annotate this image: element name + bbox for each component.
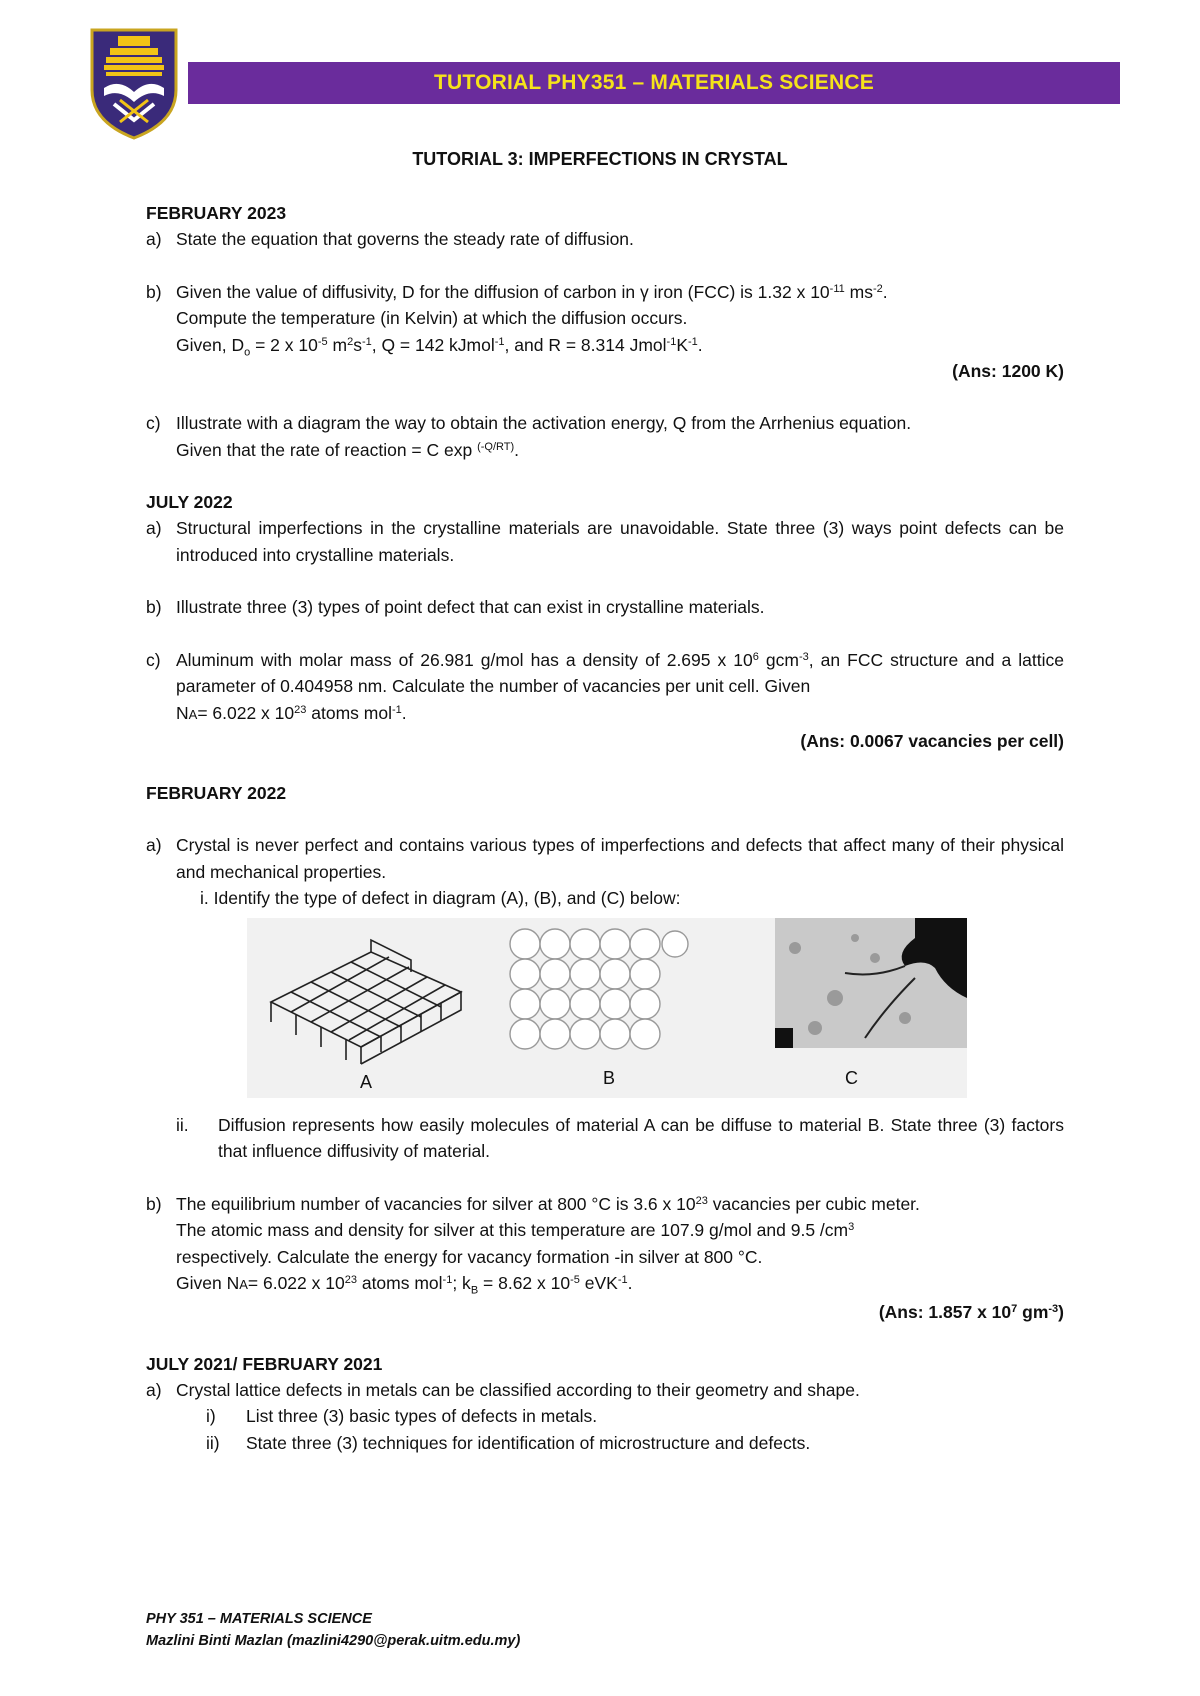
question-text: Aluminum with molar mass of 26.981 g/mol has a density of 2.695 x $10^6$ gcm$^{-3}$, an FCC structure and a lattice parameter of 0.404958 nm. Calculate the number of vacancies per unit cell. Given NA= 6.022 x $10^{23}$ atoms mol$^{-1}$.: [176, 649, 1064, 723]
figure-label-b: B: [603, 1067, 616, 1088]
question-text: Structural imperfections in the crystalline materials are unavoidable. State three (3) ways point defects can be introduced into crystalline materials.: [176, 518, 1064, 565]
question-2022f-a: [146, 832, 1064, 885]
university-crest-logo: [84, 26, 184, 142]
question-text: The equilibrium number of vacancies for silver at 800 °C is 3.6 x $10^{23}$ vacancies per cubic meter. The atomic mass and density for silver at this temperature are 107.9 g/mol and 9.5 $/cm^3$ respectively. Calculate the energy for vacancy formation -in silver at 800 °C. Given NA= 6.022 x $10^{23}$ atoms mol$^{-1}$; $k_B = 8.62$ x $10^{-5}$ eVK$^{-1}$.: [176, 1193, 920, 1297]
question-label: c): [146, 649, 161, 670]
figure-label-a: A: [360, 1071, 373, 1092]
defect-diagrams-figure: [247, 918, 967, 1098]
question-label: a): [146, 1379, 162, 1400]
session-heading-feb-2022: FEBRUARY 2022: [146, 783, 287, 803]
session-heading-feb-2023: FEBRUARY 2023: [146, 203, 287, 223]
lattice-step-diagram: [261, 932, 471, 1067]
subquestion-ii: ii. Diffusion represents how easily molecules of material A can be diffuse to material B. State three (3) factors that influence diffusivity of material.: [176, 1114, 1064, 1161]
question-text: Illustrate three (3) types of point defect that can exist in crystalline materials.: [176, 597, 765, 617]
footer-course: PHY 351 – MATERIALS SCIENCE: [146, 1611, 372, 1627]
session-heading-2021: JULY 2021/ FEBRUARY 2021: [146, 1353, 383, 1374]
question-text: Given the value of diffusivity, D for the diffusion of carbon in γ iron (FCC) is 1.32 x $10^{-11}$ $ms^{-2}$. Compute the temperature (in Kelvin) at which the diffusion occurs. Given, $D_o = 2$ x $10^{-5}$ $m^2s^{-1}$, Q = 142 kJmol$^{-1}$, and R = 8.314 $Jmol^{-1}K^{-1}$.: [176, 281, 888, 358]
atom-packing-diagram: [509, 928, 689, 1058]
question-2023-b: [146, 279, 1064, 359]
question-2023-a: [146, 226, 1064, 253]
question-label: b): [146, 597, 162, 617]
question-text: Crystal is never perfect and contains various types of imperfections and defects that affect many of their physical and mechanical properties.: [176, 835, 1064, 882]
question-label: a): [146, 518, 162, 538]
tutorial-content: [146, 200, 1064, 1456]
question-2022f-b: [146, 1191, 1064, 1299]
question-2021-a: [146, 1377, 1064, 1404]
answer-2023-b: (Ans: 1200 K): [952, 361, 1064, 381]
question-label: a): [146, 229, 162, 249]
question-2022j-b: [146, 594, 1064, 621]
question-label: c): [146, 413, 161, 433]
figure-label-c: C: [845, 1067, 858, 1088]
question-2022j-a: [146, 515, 1064, 568]
question-2022j-c: [146, 647, 1064, 729]
question-text: Crystal lattice defects in metals can be classified according to their geometry and shape.: [176, 1379, 860, 1400]
subquestion-i: i. Identify the type of defect in diagram (A), (B), and (C) below:: [200, 888, 681, 908]
answer-2022j-c: (Ans: 0.0067 vacancies per cell): [800, 731, 1064, 751]
subquestion-2021-i: i) List three (3) basic types of defects in metals.: [206, 1406, 598, 1426]
subquestion-2021-ii: ii) State three (3) techniques for identification of microstructure and defects.: [206, 1432, 811, 1453]
micrograph-crack-image: [775, 918, 967, 1048]
question-text: Illustrate with a diagram the way to obtain the activation energy, Q from the Arrhenius equation. Given that the rate of reaction = C exp $^{(-Q/RT)}$.: [176, 413, 912, 460]
question-label: b): [146, 1193, 162, 1214]
question-text: State the equation that governs the steady rate of diffusion.: [176, 229, 634, 249]
answer-2022f-b: (Ans: 1.857 x $10^7$ $gm^{-3}$): [878, 1301, 1064, 1322]
footer-author: Mazlini Binti Mazlan (mazlini4290@perak.uitm.edu.my): [146, 1633, 521, 1649]
page-footer: [146, 1608, 520, 1652]
question-label: a): [146, 835, 162, 855]
document-title: TUTORIAL 3: IMPERFECTIONS IN CRYSTAL: [412, 149, 788, 169]
header-banner: TUTORIAL PHY351 – MATERIALS SCIENCE: [188, 62, 1120, 104]
question-label: b): [146, 281, 162, 302]
session-heading-jul-2022: JULY 2022: [146, 492, 233, 512]
question-2023-c: [146, 410, 1064, 463]
